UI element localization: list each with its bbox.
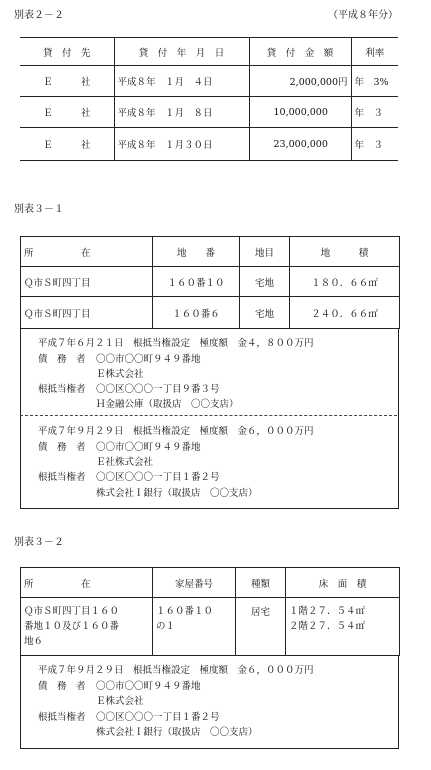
debtor-label: 債 務 者 bbox=[38, 681, 86, 692]
holder-address: 〇〇区〇〇〇一丁目１番２号 bbox=[96, 712, 220, 723]
table22-title: 別表２－２ bbox=[14, 10, 64, 21]
location-line: 地６ bbox=[24, 636, 44, 647]
mortgage1-holder-name: Ｈ金融公庫（取扱店 〇〇支店） bbox=[96, 399, 239, 410]
mortgage2-debtor bbox=[38, 439, 201, 453]
floor-area-line: １階２７．５４㎡ bbox=[289, 606, 366, 617]
table32-header-kind: 種類 bbox=[236, 568, 286, 598]
location-line: Ｑ市Ｓ町四丁目１６０ bbox=[24, 606, 120, 617]
table31-cell-location: Ｑ市Ｓ町四丁目 bbox=[21, 297, 153, 329]
table32 bbox=[20, 567, 400, 656]
mortgage3-holder-name: 株式会社Ｉ銀行（取扱店 〇〇支店） bbox=[96, 727, 258, 738]
table32-cell-house-number bbox=[153, 598, 236, 656]
table32-title: 別表３－２ bbox=[14, 537, 64, 548]
table-row bbox=[21, 598, 400, 656]
table22-year-note: （平成８年分） bbox=[328, 10, 398, 21]
table22-cell-date: 平成８年 １月 ８日 bbox=[114, 97, 249, 128]
table31-cell-lot: １６０番６ bbox=[153, 297, 240, 329]
debtor-address: 〇〇市〇〇町９４９番地 bbox=[96, 354, 201, 365]
debtor-label: 債 務 者 bbox=[38, 442, 86, 453]
table31-header-area: 地 積 bbox=[290, 237, 400, 267]
table31-cell-category: 宅地 bbox=[240, 297, 290, 329]
mortgage3-debtor-name: Ｅ株式会社 bbox=[96, 696, 144, 707]
table22-cell-date: 平成８年 １月 ４日 bbox=[114, 66, 249, 97]
table32-header-house-number: 家屋番号 bbox=[153, 568, 236, 598]
table22-header-lender: 貸 付 先 bbox=[20, 38, 114, 66]
table22-cell-lender: Ｅ 社 bbox=[20, 97, 114, 128]
mortgage3-holder bbox=[38, 709, 220, 723]
table22-cell-rate: 年 ３ bbox=[351, 128, 398, 161]
holder-label: 根抵当権者 bbox=[38, 712, 86, 723]
divider bbox=[20, 415, 397, 416]
holder-label: 根抵当権者 bbox=[38, 472, 86, 483]
table31 bbox=[20, 236, 400, 329]
table-row bbox=[21, 297, 400, 329]
table22-cell-amount: 23,000,000 bbox=[249, 128, 351, 161]
table22-header-amount: 貸 付 金 額 bbox=[249, 38, 351, 66]
table31-cell-lot: １６０番１０ bbox=[153, 267, 240, 297]
debtor-label: 債 務 者 bbox=[38, 354, 86, 365]
table-row bbox=[20, 128, 398, 161]
table-row bbox=[20, 66, 398, 97]
table32-cell-floor-area bbox=[286, 598, 400, 656]
table32-header-floor-area: 床 面 積 bbox=[286, 568, 400, 598]
table22-cell-amount: 2,000,000円 bbox=[249, 66, 351, 97]
holder-address: 〇〇区〇〇〇一丁目１番２号 bbox=[96, 472, 220, 483]
mortgage1-holder bbox=[38, 381, 220, 395]
table22-header-date: 貸 付 年 月 日 bbox=[114, 38, 249, 66]
table22-cell-date: 平成８年 １月３０日 bbox=[114, 128, 249, 161]
house-number-line: １６０番１０ bbox=[156, 606, 214, 617]
debtor-address: 〇〇市〇〇町９４９番地 bbox=[96, 442, 201, 453]
table32-cell-location bbox=[21, 598, 153, 656]
table31-cell-category: 宅地 bbox=[240, 267, 290, 297]
table32-cell-kind: 居宅 bbox=[236, 598, 286, 656]
table31-cell-area: ２４０．６６㎡ bbox=[290, 297, 400, 329]
table22-cell-lender: Ｅ 社 bbox=[20, 128, 114, 161]
table-row bbox=[20, 97, 398, 128]
table31-cell-area: １８０．６６㎡ bbox=[290, 267, 400, 297]
table31-header-category: 地目 bbox=[240, 237, 290, 267]
debtor-address: 〇〇市〇〇町９４９番地 bbox=[96, 681, 201, 692]
house-number-line: の１ bbox=[156, 621, 176, 632]
table-row bbox=[21, 267, 400, 297]
mortgage1-debtor-name: Ｅ株式会社 bbox=[96, 369, 144, 380]
table31-header-location: 所 在 bbox=[21, 237, 153, 267]
mortgage2-line: 平成７年９月２９日 根抵当権設定 極度額 金６，０００万円 bbox=[38, 426, 314, 437]
mortgage2-holder bbox=[38, 469, 220, 483]
location-line: 番地１０及び１６０番 bbox=[24, 621, 120, 632]
mortgage3-debtor bbox=[38, 678, 201, 692]
table22-cell-rate: 年 ３ bbox=[351, 97, 398, 128]
table31-header-lot: 地 番 bbox=[153, 237, 240, 267]
holder-label: 根抵当権者 bbox=[38, 384, 86, 395]
table31-title: 別表３－１ bbox=[14, 204, 64, 215]
mortgage2-holder-name: 株式会社Ｉ銀行（取扱店 〇〇支店） bbox=[96, 488, 258, 499]
mortgage1-line: 平成７年６月２１日 根抵当権設定 極度額 金４，８００万円 bbox=[38, 338, 314, 349]
floor-area-line: ２階２７．５４㎡ bbox=[289, 621, 366, 632]
table22-cell-rate: 年 3% bbox=[351, 66, 398, 97]
mortgage3-line: 平成７年９月２９日 根抵当権設定 極度額 金６，０００万円 bbox=[38, 665, 314, 676]
holder-address: 〇〇区〇〇〇一丁目９番３号 bbox=[96, 384, 220, 395]
table22 bbox=[20, 37, 398, 161]
table22-cell-lender: Ｅ 社 bbox=[20, 66, 114, 97]
table22-header-rate: 利率 bbox=[351, 38, 398, 66]
table31-cell-location: Ｑ市Ｓ町四丁目 bbox=[21, 267, 153, 297]
table32-header-location: 所 在 bbox=[21, 568, 153, 598]
mortgage2-debtor-name: Ｅ社株式会社 bbox=[96, 457, 154, 468]
table22-cell-amount: 10,000,000 bbox=[249, 97, 351, 128]
mortgage1-debtor bbox=[38, 351, 201, 365]
